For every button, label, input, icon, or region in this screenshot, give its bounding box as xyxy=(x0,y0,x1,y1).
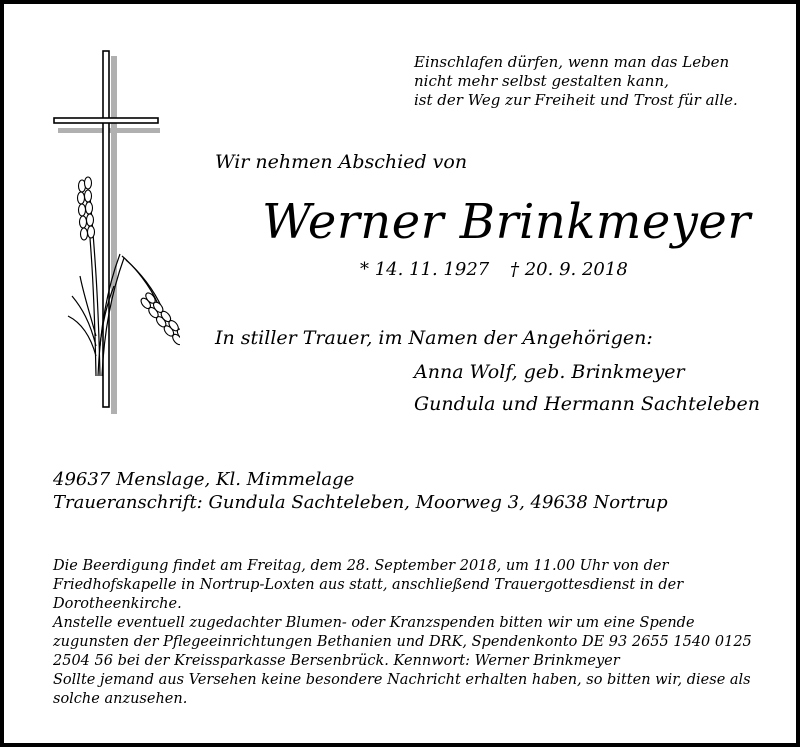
death-date: † 20. 9. 2018 xyxy=(510,259,628,280)
address-block xyxy=(53,468,668,514)
relative-name: Anna Wolf, geb. Brinkmeyer xyxy=(414,361,685,383)
deceased-name: Werner Brinkmeyer xyxy=(262,194,751,250)
donation-paragraph: Anstelle eventuell zugedachter Blumen- oder Kranzspenden bitten wir um eine Spende zugunsten der Pflegeeinrichtungen Bethanien und DRK, Spendenkonto DE 93 2655 1540 0125 2504 56 bei der Kreissparkasse Bersenbrück. Kennwort: Werner Brinkmeyer xyxy=(53,615,752,669)
funeral-paragraph: Die Beerdigung findet am Freitag, dem 28. September 2018, um 11.00 Uhr von der Friedhofskapelle in Nortrup-Loxten aus statt, anschließend Trauergottesdienst in der Dorotheenkirche. xyxy=(53,558,684,612)
quote-block xyxy=(414,53,774,110)
birth-date: * 14. 11. 1927 xyxy=(360,259,490,280)
cross-with-wheat-icon xyxy=(50,46,180,421)
notice-paragraph: Sollte jemand aus Versehen keine besondere Nachricht erhalten haben, so bitten wir, diese als solche anzusehen. xyxy=(53,672,751,707)
quote-line: ist der Weg zur Freiheit und Trost für alle. xyxy=(414,91,738,109)
intro-text: Wir nehmen Abschied von xyxy=(215,151,468,173)
place-line: 49637 Menslage, Kl. Mimmelage xyxy=(53,469,355,490)
relative-name: Gundula und Hermann Sachteleben xyxy=(414,393,760,415)
mourning-text: In stiller Trauer, im Namen der Angehörigen: xyxy=(215,327,653,349)
quote-line: Einschlafen dürfen, wenn man das Leben xyxy=(414,53,730,71)
quote-line: nicht mehr selbst gestalten kann, xyxy=(414,72,669,90)
mourning-address-line: Traueranschrift: Gundula Sachteleben, Moorweg 3, 49638 Nortrup xyxy=(53,492,668,513)
details-block xyxy=(53,557,773,709)
